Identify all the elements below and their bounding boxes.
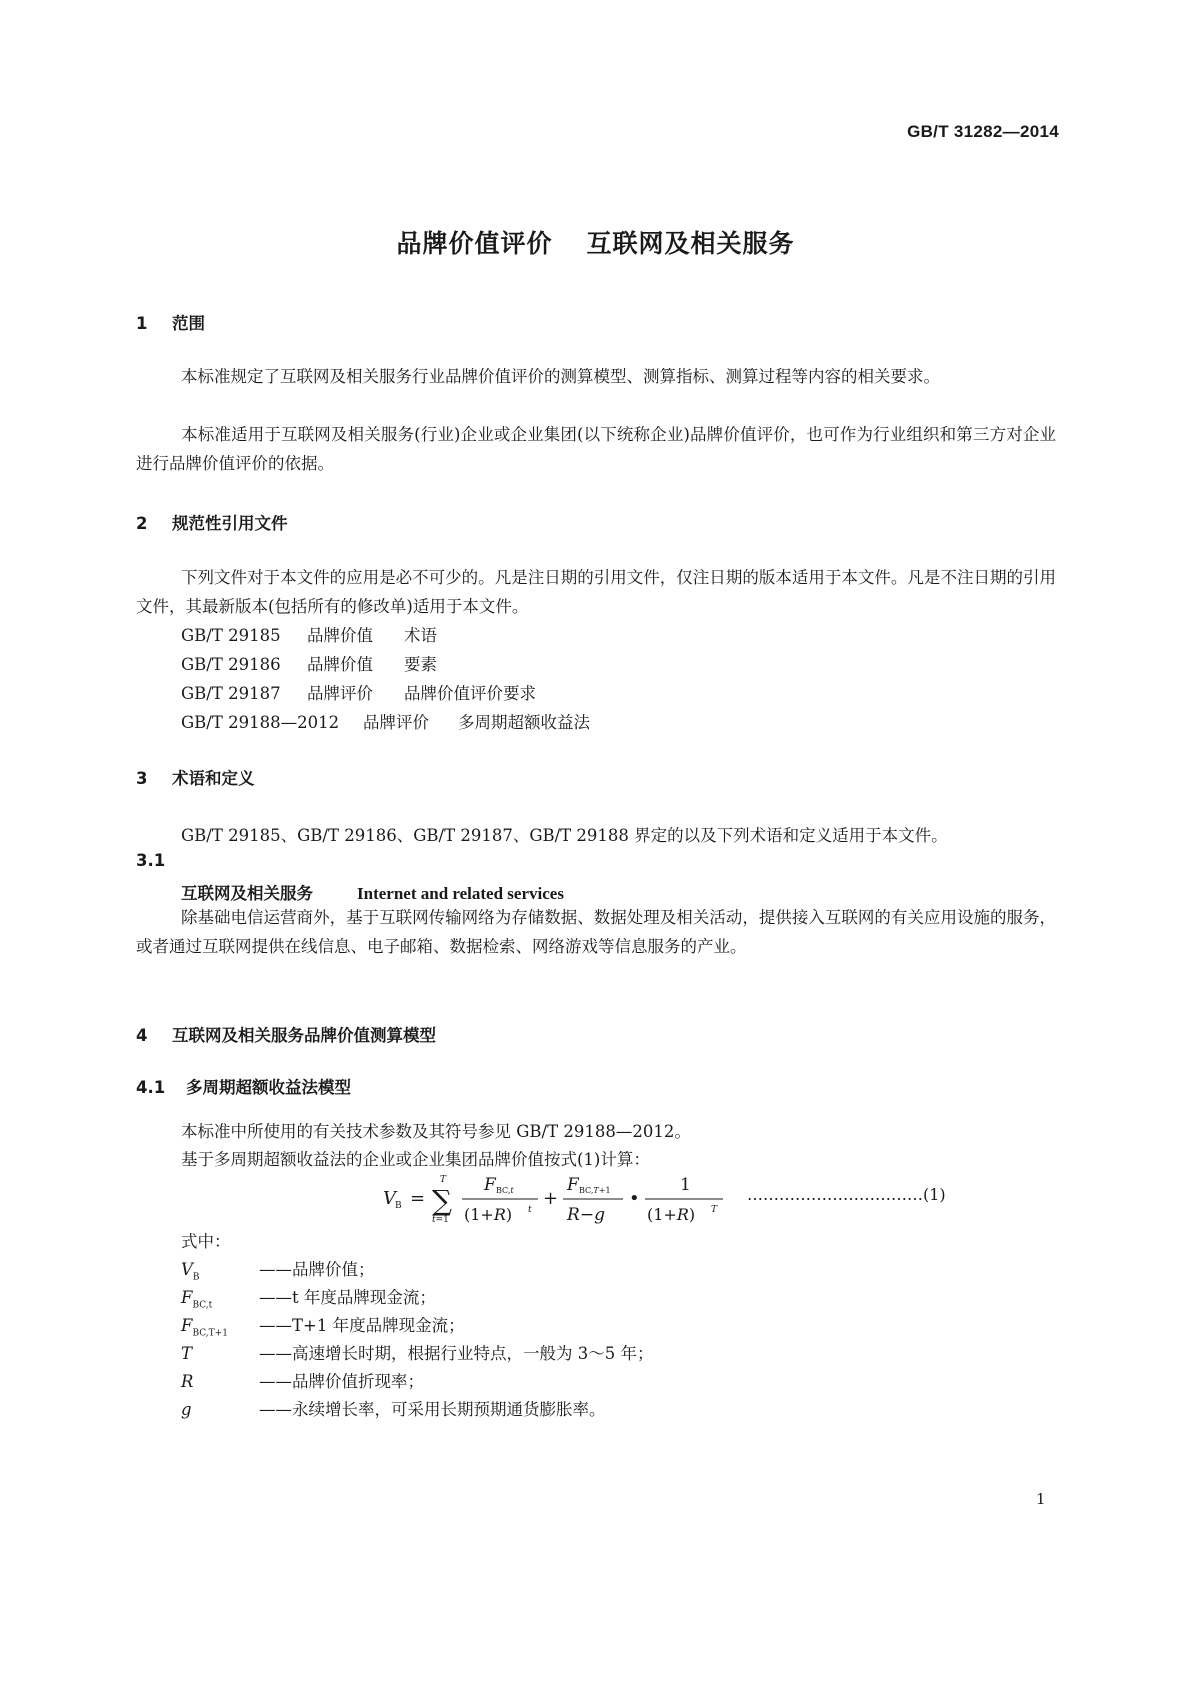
svg-text:B: B <box>395 1201 402 1211</box>
svg-text:R−g: R−g <box>567 1205 605 1225</box>
title-part1: 品牌价值评价 <box>396 229 553 258</box>
section-title: 规范性引用文件 <box>172 514 288 533</box>
term-heading <box>181 880 564 904</box>
page-number: 1 <box>1036 1490 1046 1508</box>
svg-text:=: = <box>410 1188 426 1209</box>
svg-text:BC,t: BC,t <box>496 1186 514 1195</box>
brand-value-formula <box>0 1172 1191 1242</box>
section-number: 3 <box>136 769 148 788</box>
svg-text:T: T <box>711 1205 718 1215</box>
formula-graphic <box>0 1172 1191 1242</box>
reference-item: GB/T 29188—2012 品牌评价 多周期超额收益法 <box>181 713 590 732</box>
svg-text:t=1: t=1 <box>432 1215 449 1225</box>
svg-text:•: • <box>629 1188 640 1209</box>
svg-text:+: + <box>543 1188 559 1209</box>
section-title: 多周期超额收益法模型 <box>186 1078 351 1097</box>
variable-definition: $V_B$ ——品牌价值； <box>181 1260 375 1283</box>
subsection-4-1-heading <box>136 1074 351 1098</box>
section-2-paragraph-1: 下列文件对于本文件的应用是必不可少的。凡是注日期的引用文件，仅注日期的版本适用于本文件。凡是不注日期的引用文件，其最新版本(包括所有的修改单)适用于本文件。 <box>136 568 1056 616</box>
svg-text:1: 1 <box>680 1175 691 1195</box>
svg-text:(1+R): (1+R) <box>464 1205 513 1224</box>
section-4-paragraph-1: 本标准中所使用的有关技术参数及其符号参见 GB/T 29188—2012。 <box>181 1122 691 1141</box>
title-part2: 互联网及相关服务 <box>586 229 795 258</box>
section-title: 互联网及相关服务品牌价值测算模型 <box>172 1026 436 1045</box>
where-label: 式中： <box>181 1232 231 1251</box>
variable-definition: T ——高速增长时期，根据行业特点，一般为 3～5 年； <box>181 1344 654 1363</box>
section-number: 2 <box>136 514 148 533</box>
variable-definition: g ——永续增长率，可采用长期预期通货膨胀率。 <box>181 1400 606 1419</box>
formula-number: ……………………………(1) <box>747 1185 946 1204</box>
svg-text:BC,T+1: BC,T+1 <box>579 1186 611 1195</box>
variable-definition: $F_{BC,T+1}$ ——T+1 年度品牌现金流； <box>181 1316 465 1339</box>
standard-code: GB/T 31282—2014 <box>907 122 1059 141</box>
section-3-paragraph-1: GB/T 29185、GB/T 29186、GB/T 29187、GB/T 29188 界定的以及下列术语和定义适用于本文件。 <box>181 826 948 845</box>
term-number: 3.1 <box>136 851 166 870</box>
section-4-heading <box>136 1022 436 1046</box>
section-3-heading <box>136 765 255 789</box>
section-number: 1 <box>136 314 148 333</box>
section-title: 范围 <box>172 314 205 333</box>
section-title: 术语和定义 <box>172 769 255 788</box>
section-number: 4.1 <box>136 1078 166 1097</box>
term-definition: 除基础电信运营商外，基于互联网传输网络为存储数据、数据处理及相关活动，提供接入互联网的有关应用设施的服务，或者通过互联网提供在线信息、电子邮箱、数据检索、网络游戏等信息服务的产业。 <box>136 908 1056 956</box>
section-1-heading <box>136 310 205 334</box>
variable-definition: R ——品牌价值折现率； <box>181 1372 424 1391</box>
svg-text:F: F <box>484 1175 496 1195</box>
term-english: Internet and related services <box>357 884 564 903</box>
term-chinese: 互联网及相关服务 <box>181 884 313 903</box>
section-1-paragraph-2: 本标准适用于互联网及相关服务(行业)企业或企业集团(以下统称企业)品牌价值评价，也可作为行业组织和第三方对企业进行品牌价值评价的依据。 <box>136 425 1056 473</box>
svg-text:F: F <box>567 1175 579 1195</box>
svg-text:T: T <box>440 1175 447 1185</box>
section-4-paragraph-2: 基于多周期超额收益法的企业或企业集团品牌价值按式(1)计算： <box>181 1150 650 1169</box>
svg-text:V: V <box>383 1188 396 1209</box>
svg-text:t: t <box>528 1205 532 1215</box>
reference-item: GB/T 29187 品牌评价 品牌价值评价要求 <box>181 684 536 703</box>
svg-text:(1+R): (1+R) <box>647 1205 696 1224</box>
reference-item: GB/T 29185 品牌价值 术语 <box>181 626 437 645</box>
svg-text:∑: ∑ <box>432 1184 452 1217</box>
reference-item: GB/T 29186 品牌价值 要素 <box>181 655 437 674</box>
section-2-heading <box>136 510 288 534</box>
section-number: 4 <box>136 1026 148 1045</box>
variable-definition: $F_{BC,t}$ ——t 年度品牌现金流； <box>181 1288 436 1311</box>
section-1-paragraph-1: 本标准规定了互联网及相关服务行业品牌价值评价的测算模型、测算指标、测算过程等内容的相关要求。 <box>181 367 940 386</box>
document-title <box>0 224 1191 260</box>
